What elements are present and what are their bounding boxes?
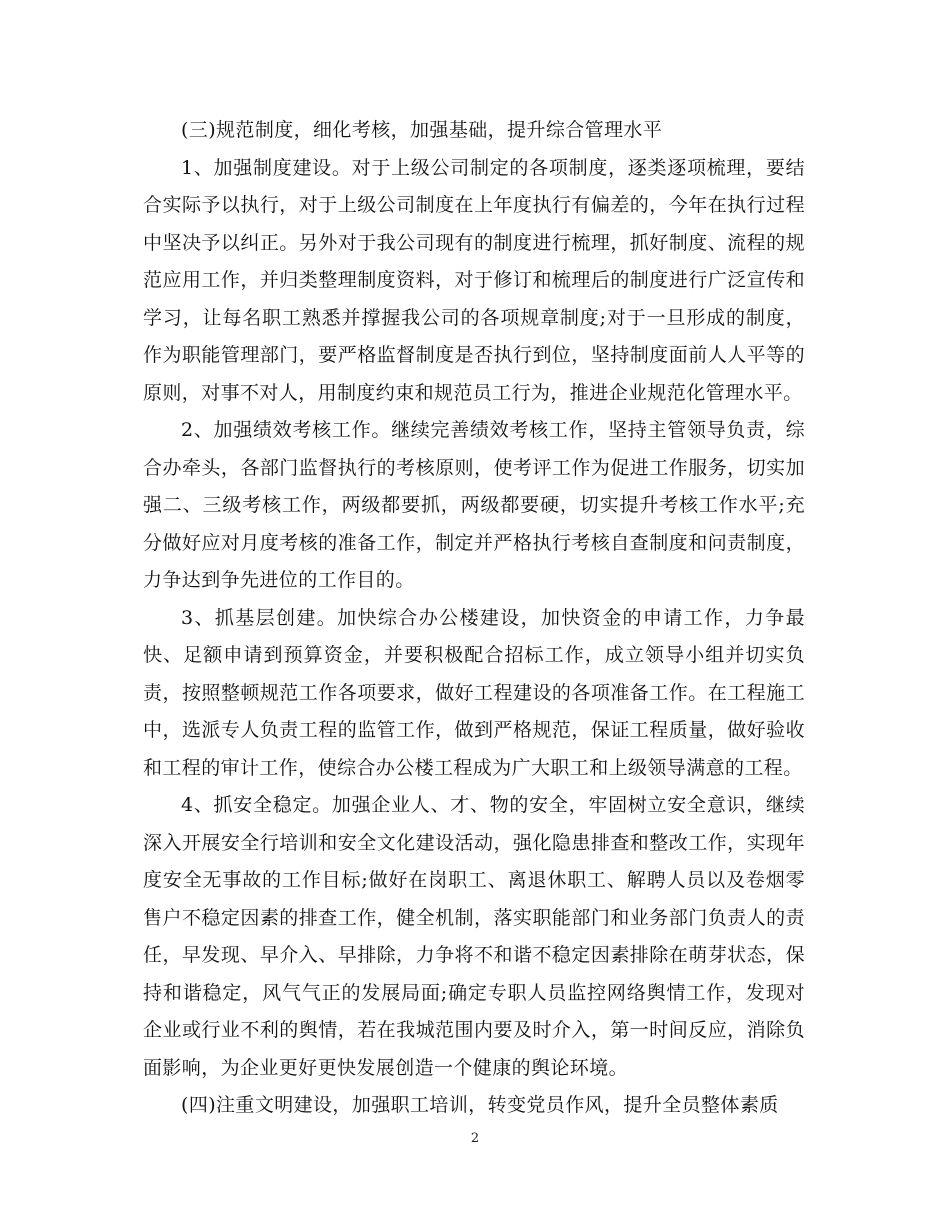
paragraph-institution-building: 1、加强制度建设。对于上级公司制定的各项制度，逐类逐项梳理，要结合实际予以执行，对于上级公司制度在上年度执行有偏差的，今年在执行过程中坚决予以纠正。另外对于我公司现有的制度进行梳理，抓好制度、流程的规范应用工作，并归类整理制度资料，对于修订和梳理后的制度进行广泛宣传和学习，让每名职工熟悉并撑握我公司的各项规章制度;对于一旦形成的制度，作为职能管理部门，要严格监督制度是否执行到位，坚持制度面前人人平等的原则，对事不对人，用制度约束和规范员工行为，推进企业规范化管理水平。	[143, 156, 805, 404]
section-heading-3: (三)规范制度，细化考核，加强基础，提升综合管理水平	[181, 119, 663, 141]
document-body	[143, 112, 805, 1125]
page-number: 2	[470, 1131, 480, 1146]
paragraph-performance-assessment: 2、加强绩效考核工作。继续完善绩效考核工作，坚持主管领导负责，综合办牵头，各部门监督执行的考核原则，使考评工作为促进工作服务，切实加强二、三级考核工作，两级都要抓，两级都要硬，切实提升考核工作水平;充分做好应对月度考核的准备工作，制定并严格执行考核自查制度和问责制度，力争达到争先进位的工作目的。	[143, 419, 805, 591]
section-heading-4: (四)注重文明建设，加强职工培训，转变党员作风，提升全员整体素质	[181, 1094, 779, 1116]
paragraph-grassroots-construction: 3、抓基层创建。加快综合办公楼建设，加快资金的申请工作，力争最快、足额申请到预算资金，并要积极配合招标工作，成立领导小组并切实负责，按照整顿规范工作各项要求，做好工程建设的各项准备工作。在工程施工中，选派专人负责工程的监管工作，做到严格规范，保证工程质量，做好验收和工程的审计工作，使综合办公楼工程成为广大职工和上级领导满意的工程。	[143, 606, 805, 779]
paragraph-safety-stability: 4、抓安全稳定。加强企业人、才、物的安全，牢固树立安全意识，继续深入开展安全行培训和安全文化建设活动，强化隐患排查和整改工作，实现年度安全无事故的工作目标;做好在岗职工、离退休职工、解聘人员以及卷烟零售户不稳定因素的排查工作，健全机制，落实职能部门和业务部门负责人的责任，早发现、早介入、早排除，力争将不和谐不稳定因素排除在萌芽状态，保持和谐稳定，风气气正的发展局面;确定专职人员监控网络舆情工作，发现对企业或行业不利的舆情，若在我城范围内要及时介入，第一时间反应，消除负面影响，为企业更好更快发展创造一个健康的舆论环境。	[143, 794, 805, 1079]
